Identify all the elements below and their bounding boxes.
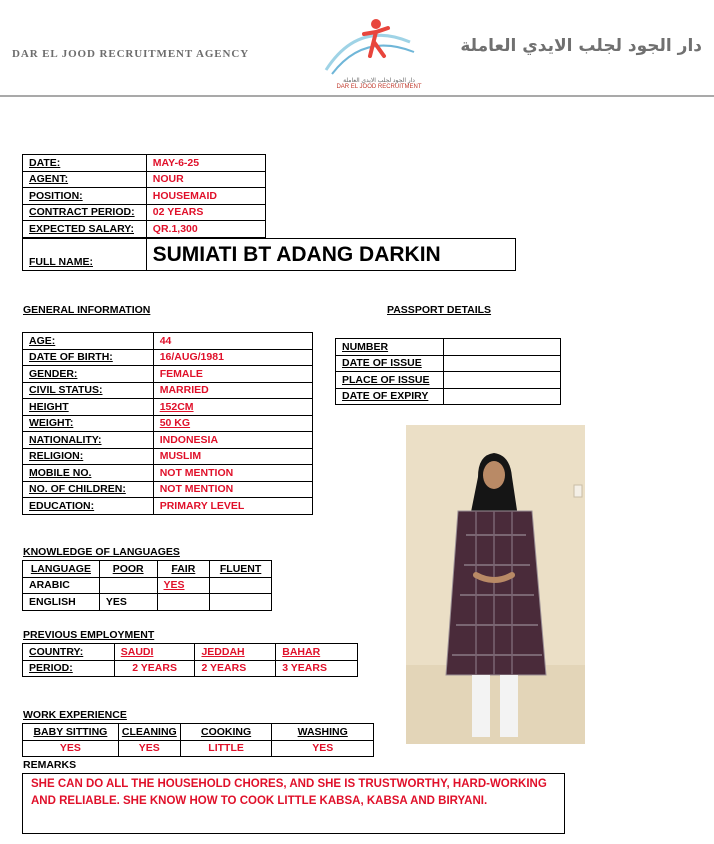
general-information-table bbox=[22, 332, 313, 515]
logo-arabic-text: دار الجود لجلب الايدي العاملة bbox=[343, 78, 415, 84]
cleaning-value: YES bbox=[118, 740, 180, 757]
table-row bbox=[23, 724, 374, 741]
table-row bbox=[23, 399, 313, 416]
work-experience-table bbox=[22, 723, 374, 757]
languages-title: KNOWLEDGE OF LANGUAGES bbox=[23, 546, 180, 558]
table-row bbox=[23, 349, 313, 366]
table-row bbox=[23, 366, 313, 383]
education-label: EDUCATION: bbox=[23, 498, 154, 515]
cooking-value: LITTLE bbox=[180, 740, 272, 757]
candidate-photo bbox=[406, 425, 585, 744]
logo-english-text: DAR EL JOOD RECRUITMENT bbox=[336, 84, 422, 90]
table-row bbox=[336, 388, 561, 405]
table-row bbox=[23, 171, 266, 188]
children-value: NOT MENTION bbox=[153, 481, 312, 498]
table-row bbox=[336, 372, 561, 389]
table-row bbox=[23, 577, 272, 594]
age-label: AGE: bbox=[23, 333, 154, 350]
remarks-text: SHE CAN DO ALL THE HOUSEHOLD CHORES, AND SHE IS TRUSTWORTHY, HARD-WORKING AND RELIABLE. SHE KNOW HOW TO COOK LITTLE KABSA, KABSA AND BIRYANI. bbox=[22, 773, 565, 834]
period-2: 2 YEARS bbox=[195, 660, 276, 677]
language-header: LANGUAGE bbox=[23, 561, 100, 578]
table-row bbox=[23, 155, 266, 172]
position-value: HOUSEMAID bbox=[146, 188, 265, 205]
gender-value: FEMALE bbox=[153, 366, 312, 383]
poor-header: POOR bbox=[99, 561, 157, 578]
table-row bbox=[23, 382, 313, 399]
baby-sitting-header: BABY SITTING bbox=[23, 724, 119, 741]
expected-salary-label: EXPECTED SALARY: bbox=[23, 221, 147, 238]
date-of-expiry-label: DATE OF EXPIRY bbox=[336, 388, 444, 405]
general-information-title: GENERAL INFORMATION bbox=[23, 304, 151, 316]
fair-header: FAIR bbox=[157, 561, 210, 578]
language-arabic: ARABIC bbox=[23, 577, 100, 594]
height-label: HEIGHT bbox=[23, 399, 154, 416]
remarks-title: REMARKS bbox=[23, 759, 77, 771]
period-1: 2 YEARS bbox=[114, 660, 195, 677]
header-divider bbox=[0, 95, 714, 97]
weight-label: WEIGHT: bbox=[23, 415, 154, 432]
civil-status-label: CIVIL STATUS: bbox=[23, 382, 154, 399]
washing-value: YES bbox=[272, 740, 374, 757]
table-row bbox=[23, 432, 313, 449]
date-of-issue-label: DATE OF ISSUE bbox=[336, 355, 444, 372]
contract-period-label: CONTRACT PERIOD: bbox=[23, 204, 147, 221]
position-label: POSITION: bbox=[23, 188, 147, 205]
age-value: 44 bbox=[153, 333, 312, 350]
previous-employment-table bbox=[22, 643, 358, 677]
agency-name-english: DAR EL JOOD RECRUITMENT AGENCY bbox=[12, 48, 250, 60]
table-row bbox=[336, 355, 561, 372]
cleaning-header: CLEANING bbox=[118, 724, 180, 741]
place-of-issue-label: PLACE OF ISSUE bbox=[336, 372, 444, 389]
religion-label: RELIGION: bbox=[23, 448, 154, 465]
english-fair bbox=[157, 594, 210, 611]
children-label: NO. OF CHILDREN: bbox=[23, 481, 154, 498]
passport-details-title: PASSPORT DETAILS bbox=[387, 304, 492, 316]
table-row bbox=[23, 465, 313, 482]
agent-value: NOUR bbox=[146, 171, 265, 188]
english-poor: YES bbox=[99, 594, 157, 611]
date-of-issue-value bbox=[443, 355, 560, 372]
table-row bbox=[23, 660, 358, 677]
passport-details-table bbox=[335, 338, 561, 405]
arabic-fluent bbox=[210, 577, 272, 594]
table-row bbox=[23, 221, 266, 238]
full-name-value: SUMIATI BT ADANG DARKIN bbox=[146, 239, 515, 271]
agency-name-arabic: دار الجود لجلب الايدي العاملة bbox=[460, 36, 702, 56]
language-english: ENGLISH bbox=[23, 594, 100, 611]
arabic-fair: YES bbox=[157, 577, 210, 594]
passport-number-label: NUMBER bbox=[336, 339, 444, 356]
full-name-label: FULL NAME: bbox=[23, 239, 147, 271]
table-row bbox=[23, 239, 516, 271]
country-1: SAUDI bbox=[114, 644, 195, 661]
place-of-issue-value bbox=[443, 372, 560, 389]
english-fluent bbox=[210, 594, 272, 611]
date-value: MAY-6-25 bbox=[146, 155, 265, 172]
table-row bbox=[23, 415, 313, 432]
period-3: 3 YEARS bbox=[276, 660, 358, 677]
passport-number-value bbox=[443, 339, 560, 356]
dob-label: DATE OF BIRTH: bbox=[23, 349, 154, 366]
nationality-value: INDONESIA bbox=[153, 432, 312, 449]
table-row bbox=[23, 204, 266, 221]
table-row bbox=[23, 448, 313, 465]
previous-employment-title: PREVIOUS EMPLOYMENT bbox=[23, 629, 155, 641]
full-name-table bbox=[22, 238, 516, 271]
table-row bbox=[23, 481, 313, 498]
languages-table bbox=[22, 560, 272, 611]
mobile-value: NOT MENTION bbox=[153, 465, 312, 482]
gender-label: GENDER: bbox=[23, 366, 154, 383]
mobile-label: MOBILE NO. bbox=[23, 465, 154, 482]
table-row bbox=[23, 498, 313, 515]
arabic-poor bbox=[99, 577, 157, 594]
height-value: 152CM bbox=[153, 399, 312, 416]
table-row bbox=[23, 740, 374, 757]
agent-label: AGENT: bbox=[23, 171, 147, 188]
cooking-header: COOKING bbox=[180, 724, 272, 741]
weight-value: 50 KG bbox=[153, 415, 312, 432]
table-row bbox=[23, 333, 313, 350]
country-3: BAHAR bbox=[276, 644, 358, 661]
period-label: PERIOD: bbox=[23, 660, 115, 677]
table-row bbox=[23, 594, 272, 611]
country-2: JEDDAH bbox=[195, 644, 276, 661]
date-label: DATE: bbox=[23, 155, 147, 172]
table-row bbox=[336, 339, 561, 356]
expected-salary-value: QR.1,300 bbox=[146, 221, 265, 238]
contract-period-value: 02 YEARS bbox=[146, 204, 265, 221]
dob-value: 16/AUG/1981 bbox=[153, 349, 312, 366]
table-row bbox=[23, 644, 358, 661]
table-row bbox=[23, 188, 266, 205]
job-info-table bbox=[22, 154, 266, 238]
work-experience-title: WORK EXPERIENCE bbox=[23, 709, 127, 721]
date-of-expiry-value bbox=[443, 388, 560, 405]
religion-value: MUSLIM bbox=[153, 448, 312, 465]
table-row bbox=[23, 561, 272, 578]
fluent-header: FLUENT bbox=[210, 561, 272, 578]
nationality-label: NATIONALITY: bbox=[23, 432, 154, 449]
civil-status-value: MARRIED bbox=[153, 382, 312, 399]
washing-header: WASHING bbox=[272, 724, 374, 741]
baby-sitting-value: YES bbox=[23, 740, 119, 757]
country-label: COUNTRY: bbox=[23, 644, 115, 661]
education-value: PRIMARY LEVEL bbox=[153, 498, 312, 515]
